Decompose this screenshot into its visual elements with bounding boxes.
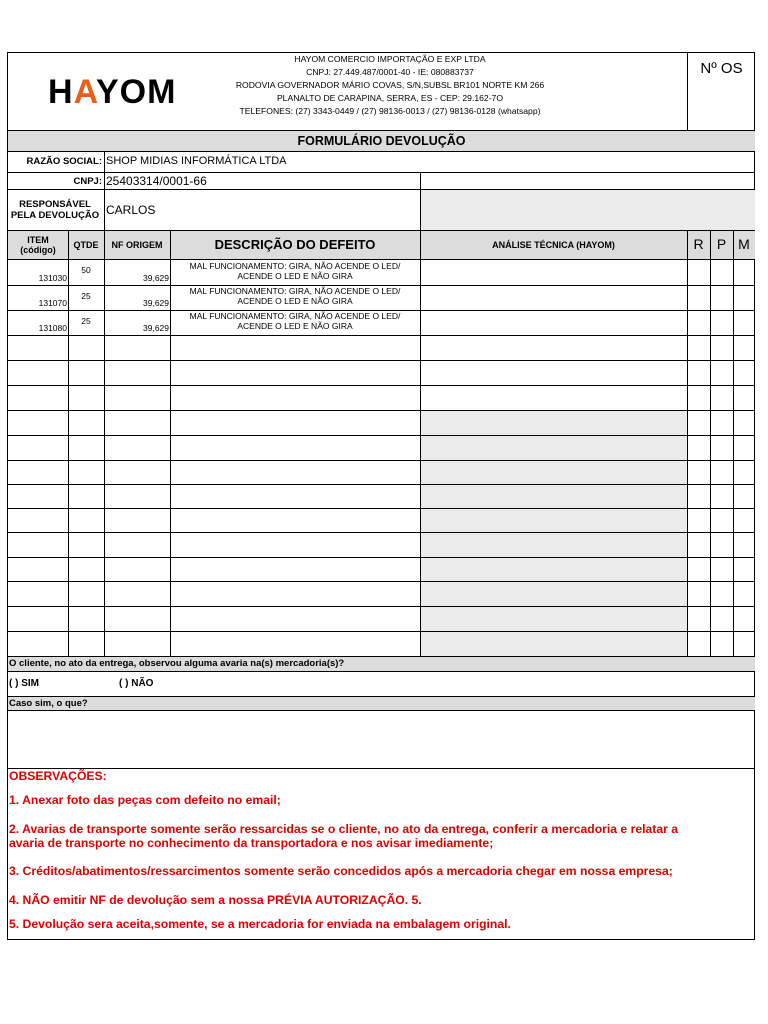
observacao-2 [9,822,678,850]
th-nf-origem: NF ORIGEM [111,240,163,250]
responsavel-label-line: PELA DEVOLUÇÃO [10,210,100,221]
razao-social-label: RAZÃO SOCIAL: [26,156,102,167]
observacao-2-line: 2. Avarias de transporte somente serão ressarcidas se o cliente, no ato da entrega, conferir a mercadoria e relatar a [9,822,679,836]
th-descricao: DESCRIÇÃO DO DEFEITO [214,237,376,252]
row-desc-line: ACENDE O LED E NÃO GIRA [237,296,353,306]
row-item: 131030 [38,273,67,283]
row-nf: 39,629 [143,298,169,308]
row-qtde: 50 [81,265,91,275]
responsavel-label-line: RESPONSÁVEL [19,199,91,210]
row-desc-line: ACENDE O LED E NÃO GIRA [237,321,353,331]
row-desc-line: MAL FUNCIONAMENTO: GIRA, NÃO ACENDE O LED/ [189,311,401,321]
th-item-line: (código) [20,245,56,255]
observacao-4: 4. NÃO emitir NF de devolução sem a nossa PRÉVIA AUTORIZAÇÃO. 5. [9,893,422,907]
th-m: M [738,236,750,252]
razao-social-value[interactable]: SHOP MIDIAS INFORMÁTICA LTDA [106,155,287,167]
caso-sim-bar [8,697,755,710]
th-p: P [716,236,727,252]
responsavel-label [8,199,102,221]
row-desc [170,311,420,331]
resp-gray-area [421,190,755,230]
row-desc [170,286,420,306]
row-item: 131070 [38,298,67,308]
cnpj-value[interactable]: 25403314/0001-66 [106,174,207,188]
th-analise: ANÁLISE TÉCNICA (HAYOM) [492,240,615,250]
company-line: PLANALTO DE CARAPINA, SERRA, ES - CEP: 29.162-7O [276,93,504,103]
row-desc-line: MAL FUNCIONAMENTO: GIRA, NÃO ACENDE O LED/ [189,286,401,296]
row-qtde: 25 [81,316,91,326]
th-r: R [693,236,704,252]
os-number-label: Nº OS [700,60,743,77]
option-sim[interactable]: ( ) SIM [9,678,39,689]
cnpj-label: CNPJ: [73,176,102,187]
caso-sim-label: Caso sim, o que? [9,698,88,709]
th-item-line: ITEM [27,235,49,245]
row-desc-line: MAL FUNCIONAMENTO: GIRA, NÃO ACENDE O LED/ [189,261,401,271]
company-info [200,53,580,118]
company-line: RODOVIA GOVERNADOR MÁRIO COVAS, S/N,SUBSL BR101 NORTE KM 266 [235,80,545,90]
observacoes-title: OBSERVAÇÕES: [9,769,107,783]
company-logo: HAYOM [48,73,177,111]
option-nao[interactable]: ( ) NÃO [119,678,154,689]
analise-gray-area [421,411,687,657]
company-line: HAYOM COMERCIO IMPORTAÇÃO E EXP LTDA [294,54,486,64]
row-desc-line: ACENDE O LED E NÃO GIRA [237,271,353,281]
row-nf: 39,629 [143,273,169,283]
observacao-5: 5. Devolução sera aceita,somente, se a mercadoria for enviada na embalagem original. [9,917,511,931]
row-desc [170,261,420,281]
th-item [8,235,68,255]
caso-sim-answer-area[interactable] [8,711,755,768]
observacao-3: 3. Créditos/abatimentos/ressarcimentos somente serão concedidos após a mercadoria chegar em nossa empresa; [9,864,673,878]
row-item: 131080 [38,323,67,333]
row-qtde: 25 [81,291,91,301]
responsavel-value[interactable]: CARLOS [106,203,156,217]
company-line: TELEFONES: (27) 3343-0449 / (27) 98136-0013 / (27) 98136-0128 (whatsapp) [239,106,541,116]
observacao-1: 1. Anexar foto das peças com defeito no email; [9,793,281,807]
th-qtde: QTDE [73,240,99,250]
form-title: FORMULÁRIO DEVOLUÇÃO [297,134,466,148]
row-nf: 39,629 [143,323,169,333]
company-line: CNPJ: 27.449.487/0001-40 - IE: 080883737 [306,67,474,77]
observacao-2-line: avaria de transporte no conhecimento da transportadora e nos avisar imediamente; [9,836,494,850]
question-text: O cliente, no ato da entrega, observou alguma avaria na(s) mercadoria(s)? [9,658,345,669]
